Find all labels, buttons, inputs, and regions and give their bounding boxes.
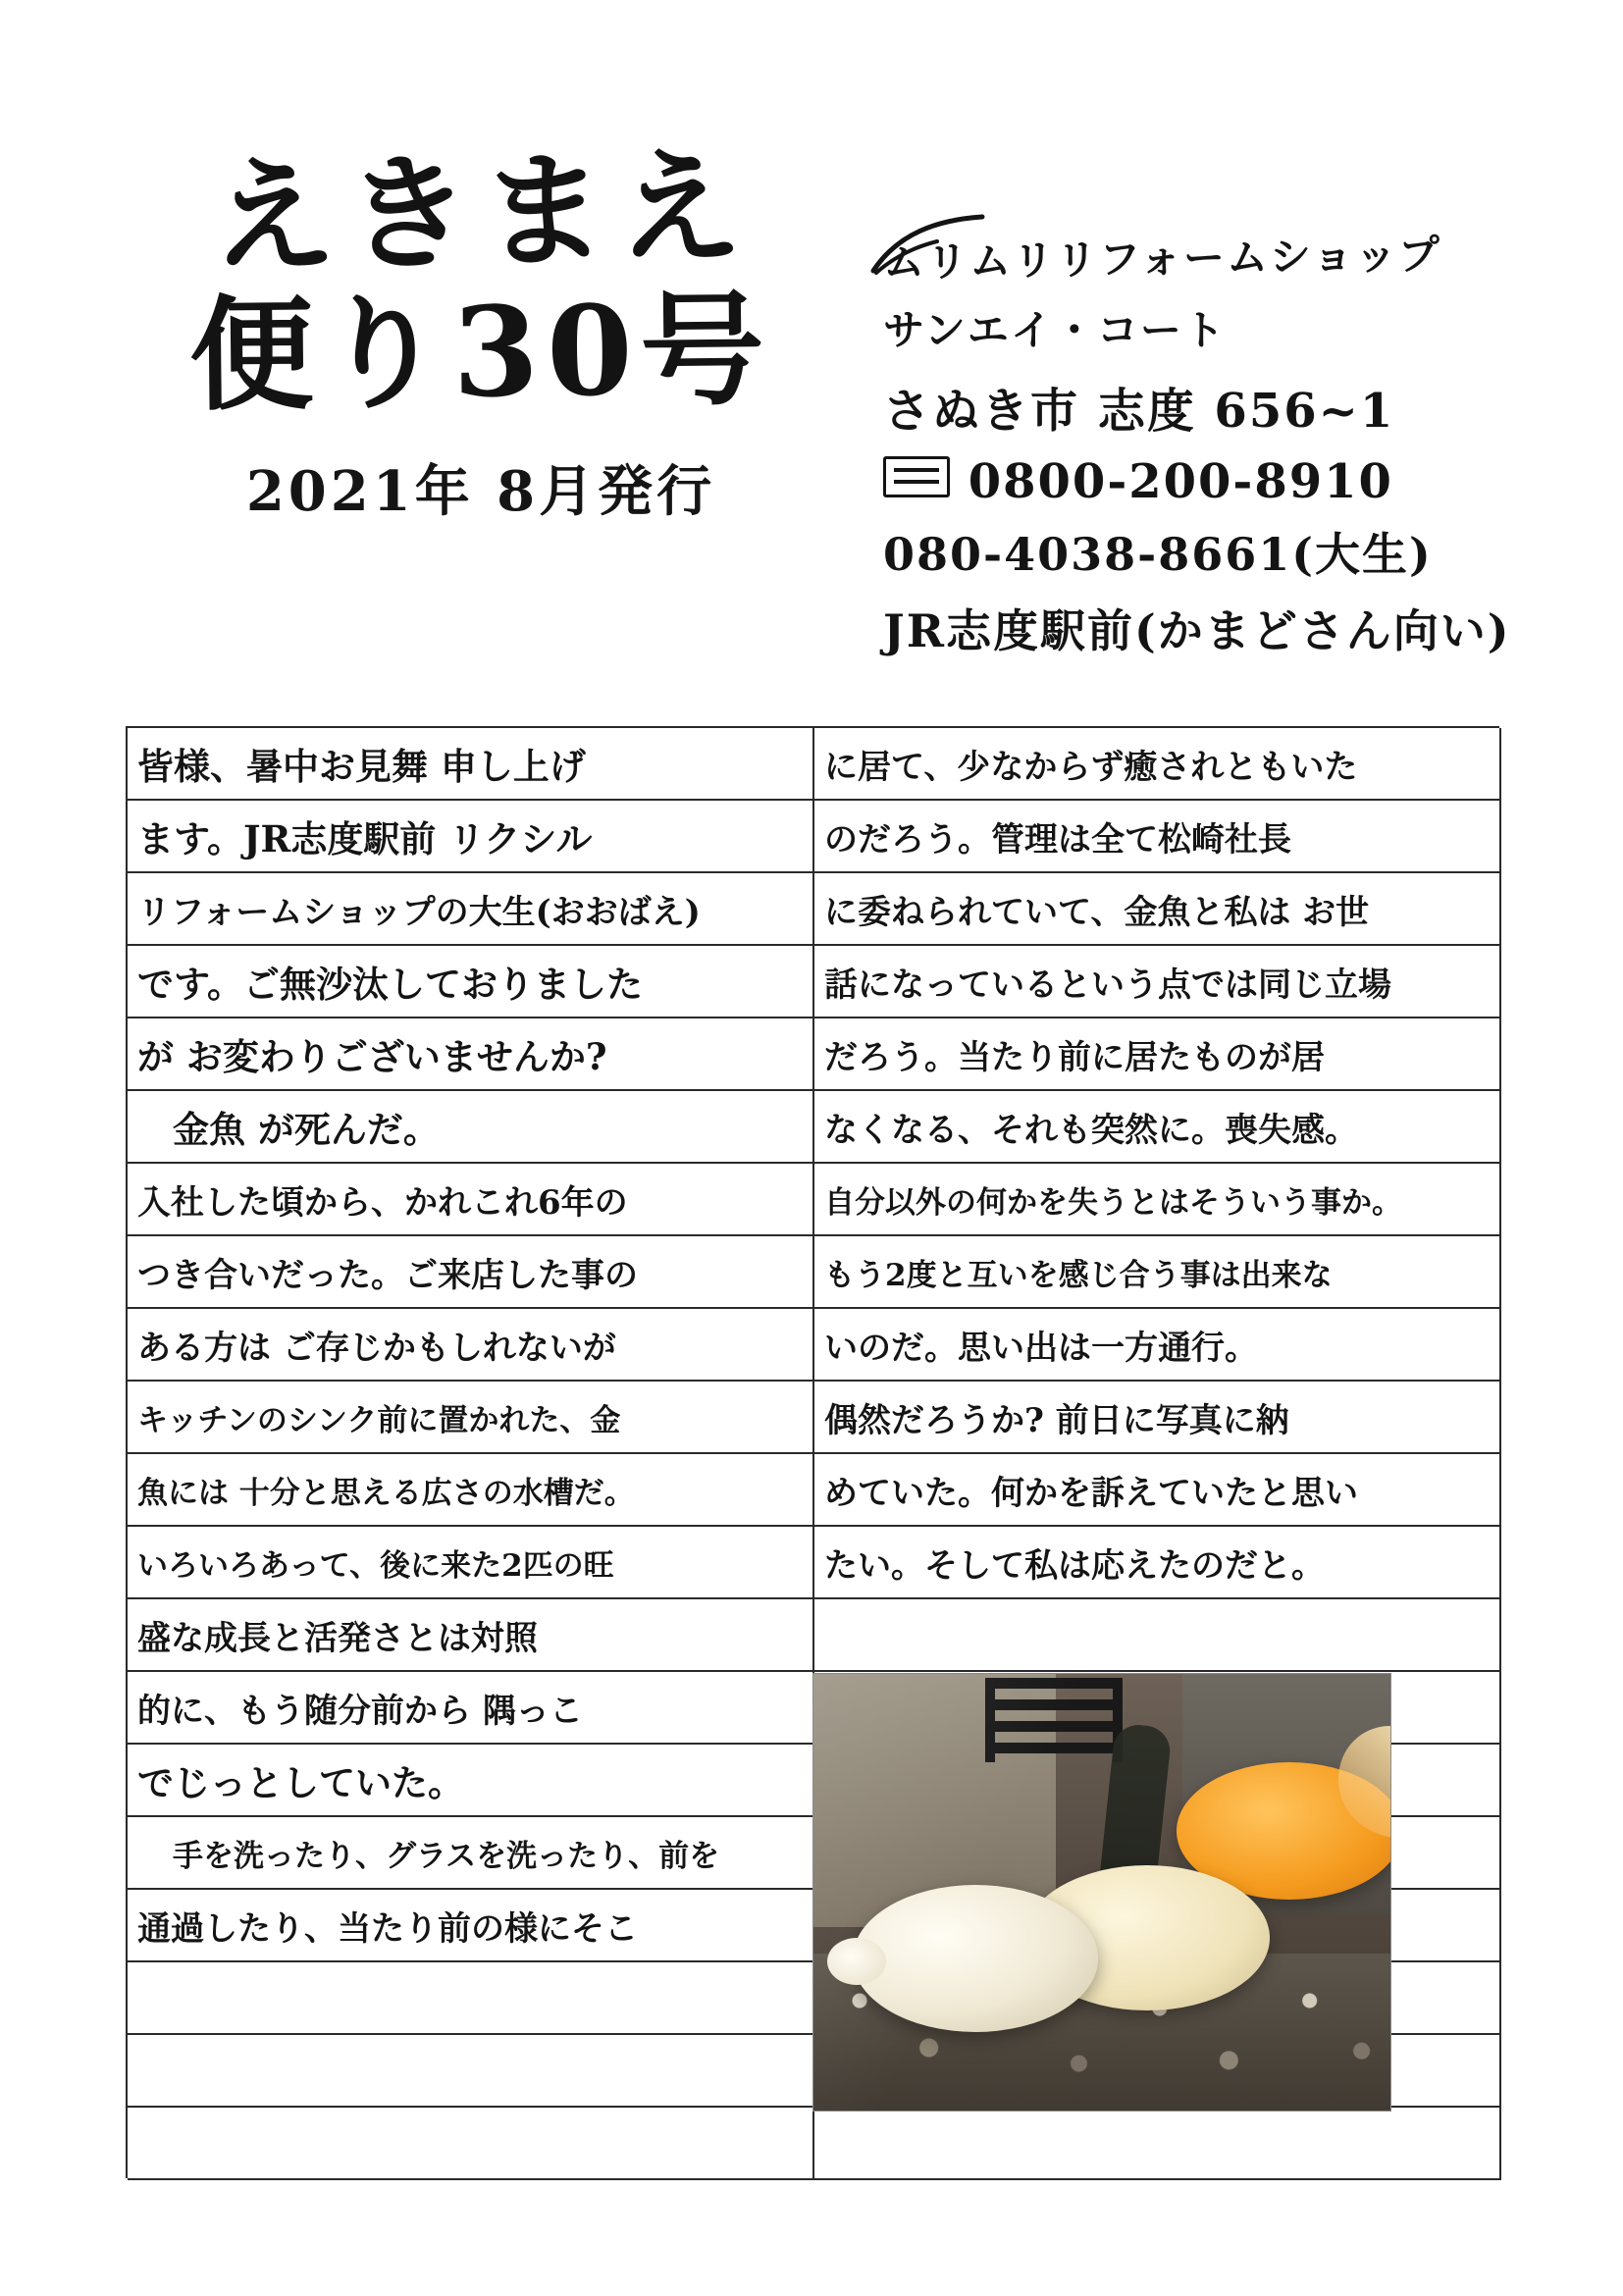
contact-block [883,226,1570,660]
body-line: 盛な成長と活発さとは対照 [128,1599,812,1672]
body-line-blank [128,2108,812,2180]
body-line: 通過したり、当たり前の様にそこ [128,1890,812,1962]
body-line: 的に、もう随分前から 隅っこ [128,1672,812,1745]
fax-icon [883,456,950,497]
aquarium-filter-grill [985,1678,1123,1762]
body-line: でじっとしていた。 [128,1745,812,1817]
body-line: ます。JR志度駅前 リクシル [128,801,812,873]
body-line: のだろう。管理は全て松崎社長 [814,801,1499,873]
body-line: いろいろあって、後に来た2匹の旺 [128,1527,812,1599]
body-column-left [128,728,814,2180]
body-line: に居て、少なからず癒されともいた [814,728,1499,801]
shop-tagline: ムリムリリフォームショップ [882,230,1442,287]
company-name: サンエイ・コート [883,306,1227,354]
goldfish-aquarium-photo [812,1673,1391,2112]
body-line: です。ご無沙汰しておりました [128,946,812,1018]
body-line: が お変わりございませんか? [128,1018,812,1091]
body-line-blank [128,2035,812,2108]
body-line-blank [128,1962,812,2035]
phone-mobile-number: 080-4038-8661(大生) [883,528,1433,581]
body-line: 話になっているという点では同じ立場 [814,946,1499,1018]
body-line: だろう。当たり前に居たものが居 [814,1018,1499,1091]
newsletter-title-line2: 便り30号 [188,277,773,429]
body-line: ある方は ご存じかもしれないが [128,1309,812,1382]
body-line: 入社した頃から、かれこれ6年の [128,1164,812,1236]
landmark-note: JR志度駅前(かまどさん向い) [883,604,1511,657]
phone-free-row [883,454,1570,509]
body-line: つき合いだった。ご来店した事の [128,1236,812,1309]
body-line: なくなる、それも突然に。喪失感。 [814,1091,1499,1164]
body-line: 金魚 が死んだ。 [128,1091,812,1164]
body-line: 魚には 十分と思える広さの水槽だ。 [128,1454,812,1527]
body-line: リフォームショップの大生(おおばえ) [128,873,812,946]
body-line-blank [814,2108,1499,2180]
body-line: に委ねられていて、金魚と私は お世 [814,873,1499,946]
body-line-blank [814,1599,1499,1672]
masthead [0,0,1623,706]
body-line: 偶然だろうか? 前日に写真に納 [814,1382,1499,1454]
body-line: 自分以外の何かを失うとはそういう事か。 [814,1164,1499,1236]
body-line: 手を洗ったり、グラスを洗ったり、前を [128,1817,812,1890]
body-line: いのだ。思い出は一方通行。 [814,1309,1499,1382]
body-line: もう2度と互いを感じ合う事は出来な [814,1236,1499,1309]
body-line: 皆様、暑中お見舞 申し上げ [128,728,812,801]
body-line: キッチンのシンク前に置かれた、金 [128,1382,812,1454]
newsletter-title-block [177,133,785,527]
address: さぬき市 志度 656~1 [883,384,1395,439]
body-line: めていた。何かを訴えていたと思い [814,1454,1499,1527]
issue-date: 2021年 8月発行 [245,458,716,524]
phone-free-number: 0800-200-8910 [968,454,1393,509]
fish-white [853,1885,1098,2032]
body-line: たい。そして私は応えたのだと。 [814,1527,1499,1599]
newsletter-title-line1: えきまえ [208,133,754,292]
